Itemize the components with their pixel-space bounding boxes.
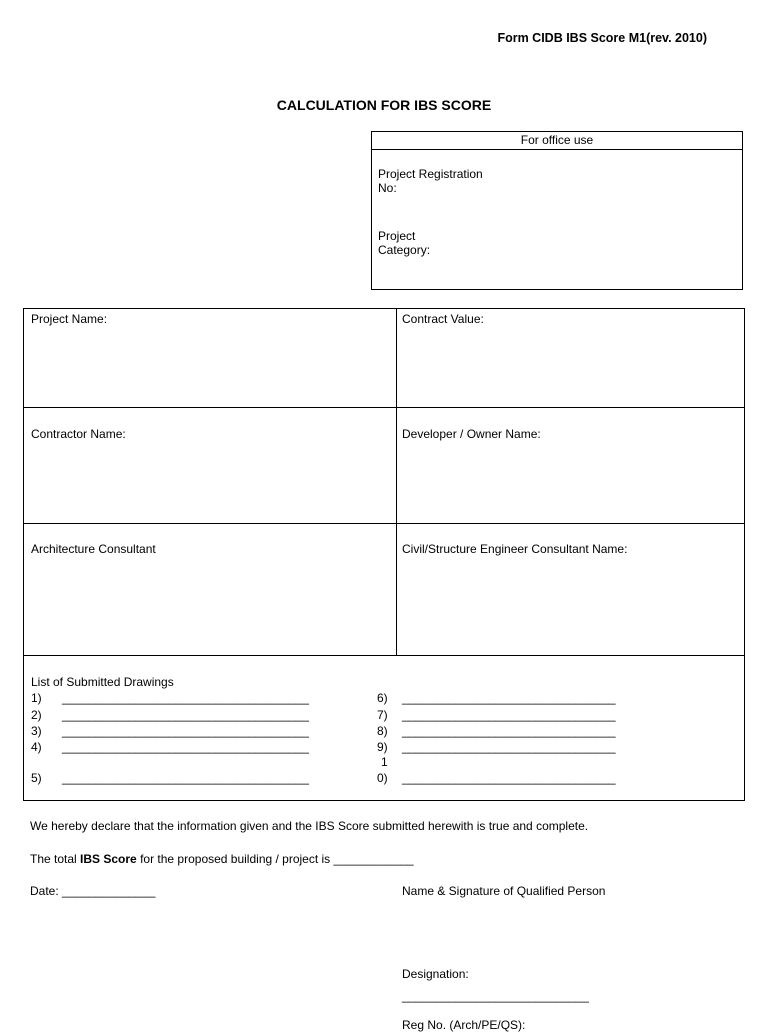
designation-blank: ____________________________ (402, 989, 589, 1003)
drawing-line-3 (31, 724, 309, 738)
drawing-line-7 (377, 708, 616, 722)
contractor-name-label: Contractor Name: (31, 427, 126, 441)
row-divider (24, 523, 744, 524)
drawing-line-6 (377, 691, 616, 705)
signature-label: Name & Signature of Qualified Person (402, 884, 606, 898)
drawing-number: 7) (377, 708, 388, 722)
drawing-line-8 (377, 724, 616, 738)
drawing-number: 0) (377, 771, 388, 785)
total-suffix: for the proposed building / project is ____________ (136, 852, 414, 866)
contract-value-label: Contract Value: (402, 312, 484, 326)
row-divider (24, 655, 744, 656)
total-ibs-score-line (30, 852, 414, 866)
project-name-label: Project Name: (31, 312, 108, 326)
drawing-line-9 (377, 740, 616, 754)
drawing-number: 3) (31, 724, 42, 738)
ibs-score-bold: IBS Score (80, 852, 137, 866)
drawing-number: 8) (377, 724, 388, 738)
drawing-line-2 (31, 708, 309, 722)
form-code: Form CIDB IBS Score M1(rev. 2010) (497, 31, 707, 45)
drawing-number: 1) (31, 691, 42, 705)
drawing-blank: ________________________________ (402, 771, 616, 785)
drawing-blank: ________________________________ (402, 724, 616, 738)
drawing-number: 2) (31, 708, 42, 722)
total-prefix: The total (30, 852, 81, 866)
drawing-blank: ________________________________ (402, 708, 616, 722)
architecture-consultant-label: Architecture Consultant (31, 542, 156, 556)
designation-label: Designation: (402, 967, 469, 981)
project-category-label-line2: Category: (378, 243, 431, 257)
drawing-line-1 (31, 691, 309, 705)
project-registration-label-line2: No: (378, 181, 397, 195)
drawing-line-5 (31, 771, 309, 785)
column-divider (396, 309, 397, 655)
project-registration-field (378, 167, 508, 195)
project-registration-label-line1: Project Registration (378, 167, 483, 181)
office-use-box (371, 131, 743, 290)
drawing-number: 5) (31, 771, 42, 785)
page-title: CALCULATION FOR IBS SCORE (276, 97, 492, 113)
date-field: Date: ______________ (30, 884, 156, 898)
row-divider (24, 407, 744, 408)
drawing-blank: _____________________________________ (62, 724, 309, 738)
drawing-number: 6) (377, 691, 388, 705)
drawing-line-10 (377, 771, 616, 785)
drawing-number: 4) (31, 740, 42, 754)
drawing-number: 9) (377, 740, 388, 754)
developer-owner-label: Developer / Owner Name: (402, 427, 541, 441)
reg-no-label: Reg No. (Arch/PE/QS): (402, 1018, 526, 1032)
drawing-blank: _____________________________________ (62, 771, 309, 785)
drawing-line-4 (31, 740, 309, 754)
drawing-blank: _____________________________________ (62, 740, 309, 754)
project-category-label-line1: Project (378, 229, 416, 243)
drawing-number-10-top: 1 (381, 755, 388, 769)
drawing-blank: _____________________________________ (62, 708, 309, 722)
drawing-blank: ________________________________ (402, 691, 616, 705)
declaration-text: We hereby declare that the information given and the IBS Score submitted herewith is true and complete. (30, 819, 589, 833)
civil-engineer-label: Civil/Structure Engineer Consultant Name: (402, 542, 628, 556)
project-category-field (378, 229, 508, 257)
project-details-table (23, 308, 745, 801)
drawing-blank: _____________________________________ (62, 691, 309, 705)
drawings-heading: List of Submitted Drawings (31, 675, 174, 689)
office-use-heading: For office use (372, 132, 742, 150)
drawing-blank: ________________________________ (402, 740, 616, 754)
